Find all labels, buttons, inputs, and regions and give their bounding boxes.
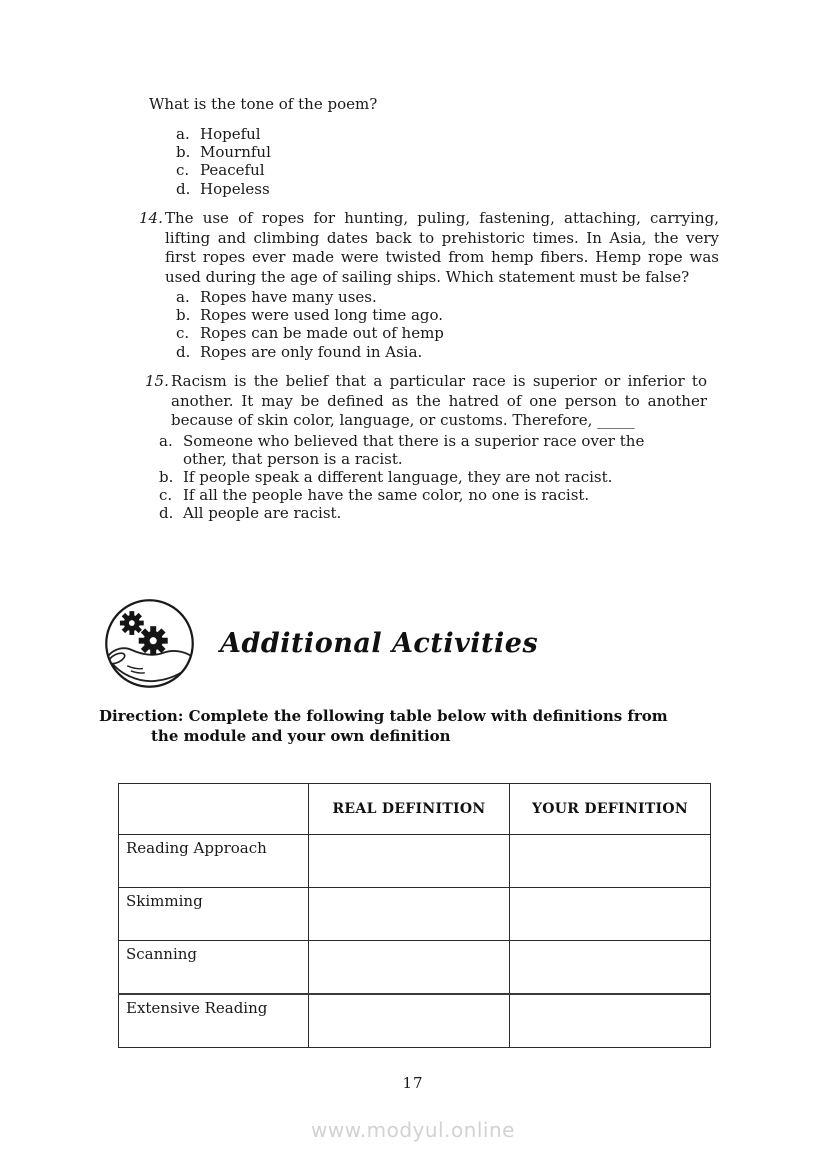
table-header-real-definition: REAL DEFINITION — [309, 784, 510, 835]
table-row — [119, 994, 711, 1048]
option-a — [176, 288, 676, 306]
direction-line-1: Direction: Complete the following table below with definitions from — [99, 707, 668, 725]
direction-line-2: the module and your own definition — [151, 727, 451, 745]
table-row — [119, 835, 711, 888]
row-label-extensive-reading: Extensive Reading — [119, 994, 309, 1048]
option-text: If all the people have the same color, no one is racist. — [183, 486, 590, 505]
real-definition-cell — [309, 994, 510, 1048]
question-number: 15. — [145, 372, 169, 390]
row-label-scanning: Scanning — [119, 941, 309, 995]
option-c — [159, 486, 679, 504]
option-letter: c. — [159, 486, 173, 505]
section-title: Additional Activities — [220, 628, 539, 659]
option-d — [176, 343, 676, 361]
option-letter: d. — [159, 504, 174, 523]
option-text: Ropes have many uses. — [200, 288, 377, 306]
real-definition-cell — [309, 888, 510, 941]
option-letter: c. — [176, 324, 190, 343]
option-letter: a. — [176, 288, 190, 306]
option-d — [176, 180, 569, 198]
option-b — [159, 468, 679, 486]
your-definition-cell — [510, 941, 711, 995]
page-number: 17 — [402, 1074, 424, 1092]
option-text: Hopeless — [200, 179, 270, 198]
watermark: www.modyul.online — [311, 1118, 515, 1142]
option-d — [159, 504, 679, 522]
option-text: Peaceful — [200, 161, 265, 180]
option-b — [176, 306, 676, 324]
option-text: All people are racist. — [183, 504, 342, 523]
option-letter: a. — [159, 431, 173, 450]
option-text: Mournful — [200, 143, 271, 162]
your-definition-cell — [510, 994, 711, 1048]
option-letter: d. — [176, 342, 191, 361]
option-a — [176, 125, 569, 143]
option-text: Someone who believed that there is a superior race over the other, that person is a racist. — [183, 431, 645, 468]
table-corner-cell — [119, 784, 309, 835]
option-letter: c. — [176, 161, 190, 180]
option-text: Ropes were used long time ago. — [200, 306, 444, 325]
table-row — [119, 888, 711, 941]
real-definition-cell — [309, 835, 510, 888]
table-header-your-definition: YOUR DEFINITION — [510, 784, 711, 835]
option-c — [176, 161, 569, 179]
question-15 — [145, 372, 707, 523]
option-c — [176, 324, 676, 342]
question-15-options — [159, 432, 679, 523]
option-b — [176, 143, 569, 161]
option-a — [159, 432, 679, 468]
option-letter: b. — [176, 306, 191, 325]
row-label-reading-approach: Reading Approach — [119, 835, 309, 888]
question-14-options — [176, 288, 676, 361]
row-label-skimming: Skimming — [119, 888, 309, 941]
option-letter: a. — [176, 125, 190, 143]
option-text: If people speak a different language, they are not racist. — [183, 467, 613, 486]
option-text: Hopeful — [200, 125, 261, 143]
question-number: 14. — [139, 209, 163, 227]
table-header-row — [119, 784, 711, 835]
section-header — [103, 597, 538, 690]
option-text: Ropes are only found in Asia. — [200, 342, 423, 361]
question-13-text: What is the tone of the poem? — [149, 95, 378, 113]
question-14 — [139, 209, 719, 361]
real-definition-cell — [309, 941, 510, 995]
your-definition-cell — [510, 888, 711, 941]
option-letter: d. — [176, 179, 191, 198]
question-13 — [149, 95, 569, 198]
your-definition-cell — [510, 835, 711, 888]
table-row — [119, 941, 711, 995]
gears-on-hand-icon — [103, 597, 196, 690]
definitions-table — [118, 783, 711, 1048]
question-15-text: Racism is the belief that a particular race is superior or inferior to another. It may be defined as the hatred of one person to another because of skin color, language, or customs. Therefore, _____ — [171, 372, 707, 429]
direction-text — [99, 706, 699, 746]
question-14-text: The use of ropes for hunting, puling, fastening, attaching, carrying, lifting and climbing dates back to prehistoric times. In Asia, the very first ropes ever made were twisted from hemp fibers. Hemp rope was used during the age of sailing ships. Which statement must be false? — [165, 209, 719, 286]
question-13-options — [176, 125, 569, 198]
option-letter: b. — [159, 467, 174, 486]
option-letter: b. — [176, 143, 191, 162]
option-text: Ropes can be made out of hemp — [200, 324, 444, 343]
